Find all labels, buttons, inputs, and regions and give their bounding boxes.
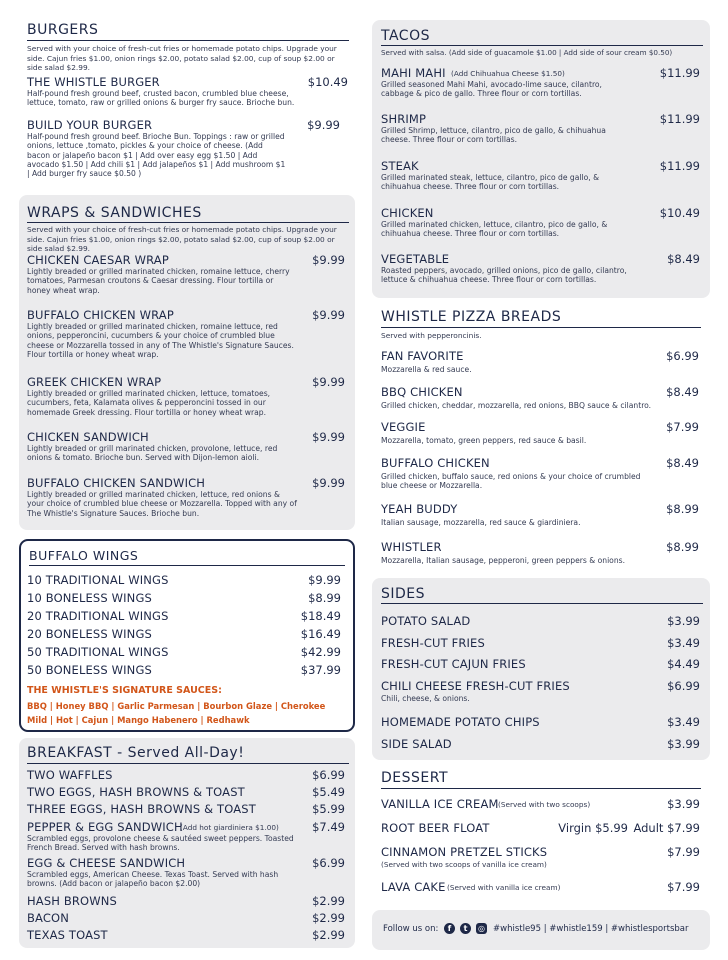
sides-title: SIDES	[381, 586, 426, 602]
breakfast-desc: Scrambled eggs, American Cheese. Texas Toast. Served with hash browns. (Add bacon or jalapeño bacon $2.00)	[27, 870, 279, 889]
wraps-note: Served with your choice of fresh-cut fries or homemade potato chips. Upgrade your side. Cajun fries $1.00, onion rings $2.00, potato salad $2.00, cup of soup $2.00 or side salad $2.99.	[27, 225, 337, 254]
pizza-price: $7.99	[666, 420, 699, 434]
burger-desc: Half-pound fresh ground beef. Brioche Bun. Toppings : raw or grilled onions, lettuce ,tomato, pickles & your choice of cheese. (Add bacon or jalapeño bacon $1 | Add over easy egg $1.50 | Add avocado $1.50 | Add chili $1 | Add jalapeños $1 | Add mushroom $1 | Add burger fry sauce $0.50 )	[27, 132, 286, 179]
sauces-title: THE WHISTLE'S SIGNATURE SAUCES:	[27, 685, 222, 696]
sides-divider	[381, 603, 703, 604]
breakfast-name: PEPPER & EGG SANDWICH	[27, 820, 183, 834]
wing-price: $9.99	[308, 573, 341, 587]
side-name: CHILI CHEESE FRESH-CUT FRIES	[381, 679, 570, 693]
taco-price: $11.99	[659, 66, 700, 80]
breakfast-price: $5.99	[312, 802, 345, 816]
wing-price: $16.49	[300, 627, 341, 641]
pizza-title: WHISTLE PIZZA BREADS	[381, 309, 562, 325]
pizza-name: BBQ CHICKEN	[381, 385, 463, 399]
taco-desc: Grilled seasoned Mahi Mahi, avocado-lime sauce, cilantro, cabbage & pico de gallo. Three flour or corn tortillas.	[381, 80, 602, 99]
side-name: FRESH-CUT CAJUN FRIES	[381, 657, 526, 671]
taco-price: $8.49	[667, 252, 700, 266]
dessert-title: DESSERT	[381, 770, 449, 786]
wrap-price: $9.99	[312, 375, 345, 389]
pizza-desc: Italian sausage, mozzarella, red sauce & giardiniera.	[381, 518, 581, 527]
wings-section	[19, 539, 355, 732]
side-price: $3.99	[667, 737, 700, 751]
pizza-desc: Grilled chicken, cheddar, mozzarella, red onions, BBQ sauce & cilantro.	[381, 401, 652, 410]
pizza-price: $6.99	[666, 349, 699, 363]
breakfast-divider	[27, 763, 349, 764]
wrap-name: CHICKEN CAESAR WRAP	[27, 253, 169, 267]
pizza-name: YEAH BUDDY	[381, 502, 458, 516]
pizza-price: $8.49	[666, 385, 699, 399]
breakfast-price: $6.99	[312, 768, 345, 782]
side-price: $6.99	[667, 679, 700, 693]
breakfast-price: $5.49	[312, 785, 345, 799]
breakfast-title: BREAKFAST - Served All-Day!	[27, 745, 245, 761]
dessert-name: CINNAMON PRETZEL STICKS	[381, 845, 548, 859]
wing-name: 10 BONELESS WINGS	[27, 591, 152, 605]
wing-price: $42.99	[300, 645, 341, 659]
pizza-note: Served with pepperoncinis.	[381, 331, 482, 340]
tacos-note: Served with salsa. (Add side of guacamole $1.00 | Add side of sour cream $0.50)	[381, 48, 673, 57]
dessert-name: LAVA CAKE	[381, 880, 446, 894]
burgers-title: BURGERS	[27, 22, 99, 38]
pizza-desc: Mozzarella & red sauce.	[381, 365, 472, 374]
breakfast-price: $6.99	[312, 856, 345, 870]
burger-price: $10.49	[307, 75, 348, 89]
side-desc: Chili, cheese, & onions.	[381, 694, 470, 703]
wrap-desc: Lightly breaded or grilled marinated chicken, romaine lettuce, red onions, pepperoncini, cucumbers & your choice of crumbled blue cheese or Mozzarella tossed in any of The Whistle's Signature Sauces. Flour tortilla or honey wheat wrap.	[27, 322, 294, 359]
sides-section	[372, 578, 710, 760]
taco-name: VEGETABLE	[381, 252, 450, 266]
wing-price: $18.49	[300, 609, 341, 623]
dessert-price: $7.99	[667, 880, 700, 894]
wings-title: BUFFALO WINGS	[29, 548, 139, 563]
breakfast-name: BACON	[27, 911, 69, 925]
wraps-section	[19, 195, 355, 530]
side-name: SIDE SALAD	[381, 737, 452, 751]
follow-label: Follow us on:	[383, 924, 439, 934]
pizza-desc: Grilled chicken, buffalo sauce, red onions & your choice of crumbled blue cheese or Mozzarella.	[381, 472, 641, 491]
pizza-name: BUFFALO CHICKEN	[381, 456, 490, 470]
wing-name: 20 BONELESS WINGS	[27, 627, 152, 641]
breakfast-name: HASH BROWNS	[27, 894, 117, 908]
breakfast-name: TWO EGGS, HASH BROWNS & TOAST	[27, 785, 245, 799]
breakfast-price: $2.99	[312, 911, 345, 925]
dessert-name: VANILLA ICE CREAM	[381, 797, 499, 811]
pizza-desc: Mozzarella, Italian sausage, pepperoni, green peppers & onions.	[381, 556, 626, 565]
tacos-title: TACOS	[381, 28, 430, 44]
wing-price: $8.99	[308, 591, 341, 605]
taco-addon-note: (Add Chihuahua Cheese $1.50)	[451, 69, 565, 78]
wraps-title: WRAPS & SANDWICHES	[27, 205, 202, 221]
tacos-divider	[381, 45, 703, 46]
breakfast-name: THREE EGGS, HASH BROWNS & TOAST	[27, 802, 256, 816]
twitter-icon[interactable]: t	[460, 923, 471, 934]
dessert-price: $3.99	[667, 797, 700, 811]
taco-name: SHRIMP	[381, 112, 427, 126]
taco-desc: Grilled Shrimp, lettuce, cilantro, pico de gallo, & chihuahua cheese. Three flour or corn tortillas.	[381, 126, 606, 145]
burger-name: THE WHISTLE BURGER	[27, 75, 160, 89]
instagram-icon[interactable]: ◎	[476, 923, 487, 934]
taco-desc: Grilled marinated steak, lettuce, cilantro, pico de gallo, & chihuahua cheese. Three flour or corn tortillas.	[381, 173, 600, 192]
breakfast-addon-note: (Add hot giardiniera $1.00)	[180, 823, 279, 832]
taco-price: $11.99	[659, 159, 700, 173]
wrap-desc: Lightly breaded or grilled marinated chicken, lettuce, tomatoes, cucumbers, feta, Kalamata olives & pepperoncini tossed in our homemade Greek dressing. Flour tortilla or honey wheat wrap.	[27, 389, 271, 417]
taco-name: STEAK	[381, 159, 419, 173]
side-price: $3.49	[667, 715, 700, 729]
dessert-name: ROOT BEER FLOAT	[381, 821, 490, 835]
taco-desc: Roasted peppers, avocado, grilled onions, pico de gallo, cilantro, lettuce & chihuahua cheese. Three flour or corn tortillas.	[381, 266, 627, 285]
pizza-name: WHISTLER	[381, 540, 442, 554]
wing-name: 10 TRADITIONAL WINGS	[27, 573, 169, 587]
dessert-note: (Served with two scoops of vanilla ice cream)	[381, 860, 547, 869]
breakfast-section	[19, 738, 355, 948]
burgers-divider	[27, 40, 349, 41]
burger-desc: Half-pound fresh ground beef, crusted bacon, crumbled blue cheese, lettuce, tomato, raw or grilled onions & burger fry sauce. Brioche bun.	[27, 89, 295, 108]
tacos-section	[372, 20, 710, 298]
taco-price: $11.99	[659, 112, 700, 126]
side-price: $3.49	[667, 636, 700, 650]
pizza-desc: Mozzarella, tomato, green peppers, red sauce & basil.	[381, 436, 587, 445]
side-name: HOMEMADE POTATO CHIPS	[381, 715, 540, 729]
breakfast-name: TWO WAFFLES	[27, 768, 113, 782]
side-price: $3.99	[667, 614, 700, 628]
taco-name: CHICKEN	[381, 206, 434, 220]
wrap-price: $9.99	[312, 476, 345, 490]
dessert-note: (Served with two scoops)	[498, 800, 591, 809]
pizza-name: FAN FAVORITE	[381, 349, 464, 363]
side-name: FRESH-CUT FRIES	[381, 636, 485, 650]
wrap-desc: Lightly breaded or grilled marinated chicken, romaine lettuce, cherry tomatoes, Parmesan croutons & Caesar dressing. Flour tortilla or honey wheat wrap.	[27, 267, 290, 295]
wrap-price: $9.99	[312, 430, 345, 444]
wings-divider	[29, 565, 345, 566]
wraps-divider	[27, 222, 349, 223]
facebook-icon[interactable]: f	[444, 923, 455, 934]
wrap-price: $9.99	[312, 308, 345, 322]
taco-price: $10.49	[659, 206, 700, 220]
wing-name: 50 BONELESS WINGS	[27, 663, 152, 677]
breakfast-price: $2.99	[312, 928, 345, 942]
wrap-desc: Lightly breaded or grill marinated chicken, provolone, lettuce, red onions & tomato. Brioche bun. Served with Dijon-lemon aioli.	[27, 444, 278, 463]
wing-name: 20 TRADITIONAL WINGS	[27, 609, 169, 623]
wing-price: $37.99	[300, 663, 341, 677]
pizza-divider	[381, 327, 701, 328]
burger-name: BUILD YOUR BURGER	[27, 118, 153, 132]
dessert-price-virgin: Virgin $5.99	[558, 821, 628, 835]
wing-name: 50 TRADITIONAL WINGS	[27, 645, 169, 659]
taco-desc: Grilled marinated chicken, lettuce, cilantro, pico de gallo, & chihuahua cheese. Three flour or corn tortillas.	[381, 220, 608, 239]
wrap-name: BUFFALO CHICKEN SANDWICH	[27, 476, 206, 490]
dessert-price: $7.99	[667, 845, 700, 859]
wrap-name: GREEK CHICKEN WRAP	[27, 375, 162, 389]
pizza-name: VEGGIE	[381, 420, 426, 434]
breakfast-name: TEXAS TOAST	[27, 928, 108, 942]
dessert-price-adult: Adult $7.99	[633, 821, 700, 835]
dessert-divider	[381, 788, 701, 789]
breakfast-name: EGG & CHEESE SANDWICH	[27, 856, 186, 870]
pizza-price: $8.99	[666, 540, 699, 554]
burgers-note: Served with your choice of fresh-cut fries or homemade potato chips. Upgrade your side. Cajun fries $1.00, onion rings $2.00, potato salad $2.00, cup of soup $2.00 or side salad $2.99.	[27, 44, 337, 73]
dessert-note: (Served with vanilla ice cream)	[447, 883, 561, 892]
side-name: POTATO SALAD	[381, 614, 471, 628]
breakfast-price: $2.99	[312, 894, 345, 908]
pizza-price: $8.49	[666, 456, 699, 470]
hashtags: #whistle95 | #whistle159 | #whistlesportsbar	[493, 924, 689, 934]
sauces-list: BBQ | Honey BBQ | Garlic Parmesan | Bourbon Glaze | Cherokee Mild | Hot | Cajun | Mango Habenero | Redhawk	[27, 701, 326, 725]
pizza-price: $8.99	[666, 502, 699, 516]
wrap-name: CHICKEN SANDWICH	[27, 430, 149, 444]
side-price: $4.49	[667, 657, 700, 671]
breakfast-price: $7.49	[312, 820, 345, 834]
social-footer	[372, 910, 710, 950]
wrap-name: BUFFALO CHICKEN WRAP	[27, 308, 174, 322]
breakfast-desc: Scrambled eggs, provolone cheese & sautéed sweet peppers. Toasted French Bread. Served with hash browns.	[27, 834, 294, 853]
burger-price: $9.99	[307, 118, 340, 132]
wrap-desc: Lightly breaded or grilled marinated chicken, lettuce, red onions & your choice of crumbled blue cheese or Mozzarella. Topped with any of The Whistle's Signature Sauces. Brioche bun.	[27, 490, 297, 518]
taco-name: MAHI MAHI	[381, 66, 446, 80]
wrap-price: $9.99	[312, 253, 345, 267]
